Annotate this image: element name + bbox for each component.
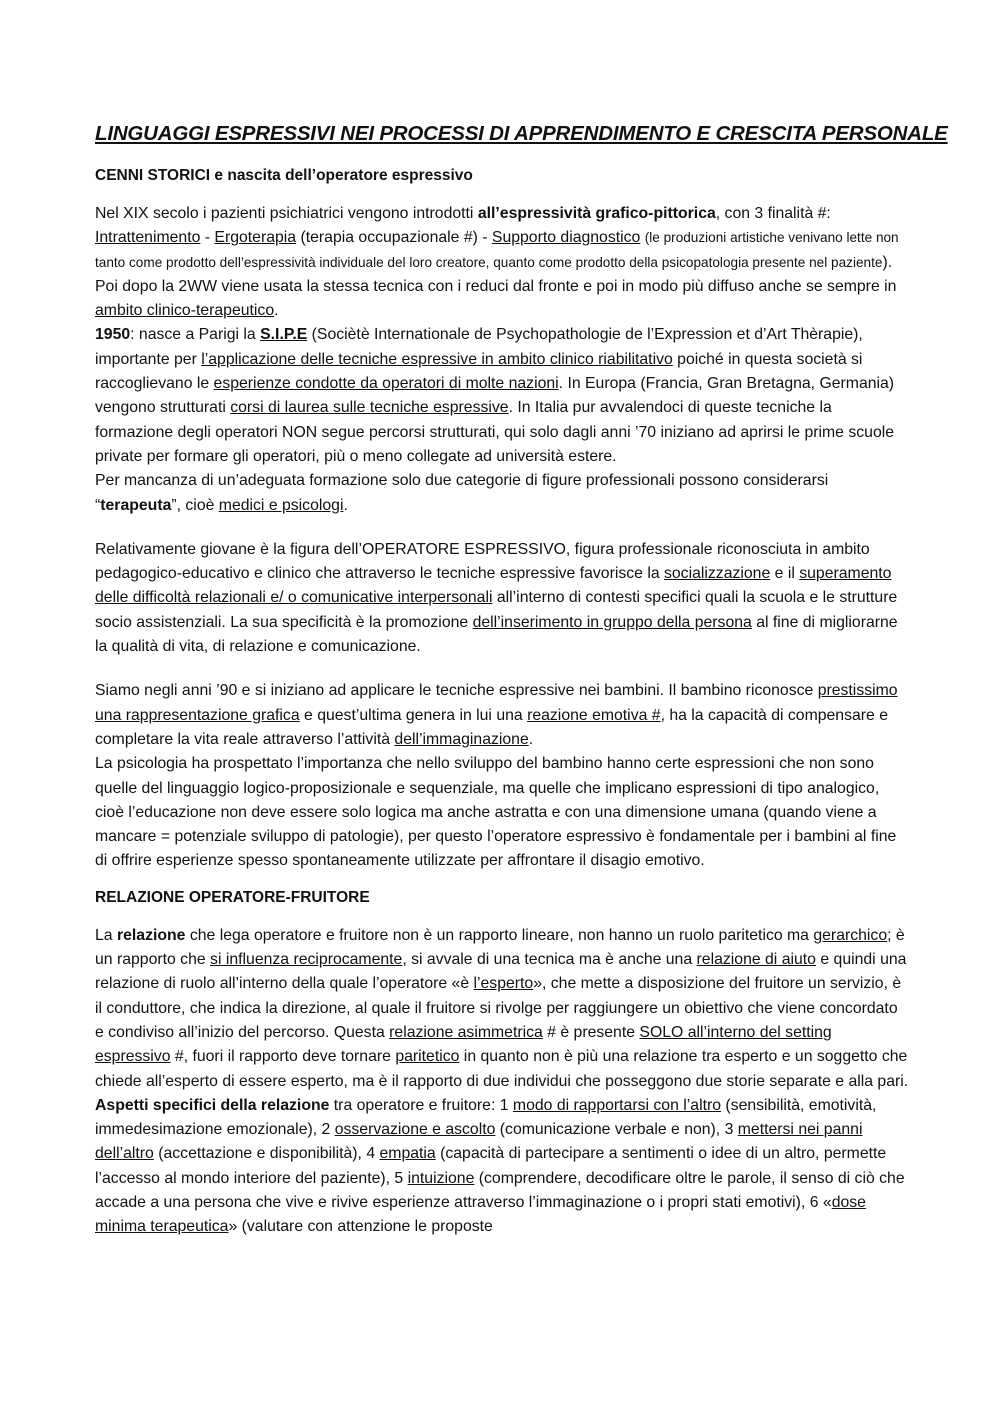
text-run: . (528, 730, 534, 748)
text-run: Nel XIX secolo i pazienti psichiatrici vengono introdotti (95, 205, 478, 222)
bold-text: relazione (116, 926, 186, 944)
paragraph-operatore-espressivo (95, 538, 910, 659)
section-heading-relazione: RELAZIONE OPERATORE-FRUITORE (95, 888, 370, 906)
underlined-text: dell’inserimento in gruppo della persona (472, 613, 752, 631)
text-run: . In Europa (Francia, Gran Bretagna, Germania) vengono strutturati (95, 375, 895, 417)
underlined-text: gerarchico (813, 926, 888, 944)
underlined-text: dell’immaginazione (394, 730, 529, 748)
text-run: : nasce a Parigi la (130, 326, 261, 344)
underlined-text: relazione asimmetrica (389, 1023, 543, 1041)
paragraph-anni-90 (95, 679, 910, 752)
underlined-text: modo di rapportarsi con l’altro (512, 1096, 722, 1114)
paragraph-spacer (95, 518, 910, 538)
small-note-text: (le produzioni artistiche venivano lette non tanto come prodotto dell’espressività individuale del loro creatore, quanto come prodotto della psicopatologia presente nel paziente (95, 230, 899, 270)
text-run: poiché in questa società si raccoglievano le (95, 350, 863, 393)
text-run: ; è un rapporto che (95, 926, 905, 969)
underlined-text: esperienze condotte da operatori di molte nazioni (213, 375, 559, 393)
underlined-text: mettersi nei panni dell’altro (95, 1121, 863, 1163)
underlined-text: paritetico (395, 1048, 460, 1066)
underlined-text: dose minima terapeutica (95, 1193, 866, 1236)
underlined-text: l’applicazione delle tecniche espressive in ambito clinico riabilitativo (201, 350, 673, 368)
paragraph-1950-sipe (95, 323, 910, 469)
document-title: LINGUAGGI ESPRESSIVI NEI PROCESSI DI APPRENDIMENTO E CRESCITA PERSONALE (95, 122, 948, 145)
underlined-text: empatia (379, 1145, 436, 1163)
underlined-text: prestissimo una rappresentazione grafica (95, 682, 898, 724)
bold-text: Aspetti specifici della relazione (95, 1096, 330, 1114)
paragraph-xix-secolo (95, 202, 910, 323)
bold-text: all’espressività grafico-pittorica (477, 205, 716, 222)
paragraph-spacer (95, 874, 910, 886)
section-heading-cenni-storici: CENNI STORICI e nascita dell’operatore espressivo (95, 167, 473, 184)
paragraph-psicologia: La psicologia ha prospettato l’importanza che nello sviluppo del bambino hanno certe espressioni che non sono quelle del linguaggio logico-proposizionale e sequenziale, ma quelle che implicano espressioni di tipo analogico, cioè l’educazione non deve essere solo logica ma anche astratta e con una dimensione umana (quando viene a mancare = potenziale sviluppo di patologie), per questo l’operatore espressivo è fondamentale per i bambini al fine di offrire esperienze spesso spontaneamente utilizzate per affrontare il disagio emotivo. (95, 755, 897, 870)
text-run: , ha la capacità di compensare e completare la vita reale attraverso l’attività (95, 706, 888, 748)
text-run: . (274, 302, 279, 320)
text-run: (comunicazione verbale e non), 3 (495, 1121, 738, 1139)
text-run: , con 3 finalità #: (715, 205, 831, 222)
paragraph-aspetti-specifici (95, 1094, 910, 1240)
underlined-text: Ergoterapia (214, 229, 297, 247)
text-run: all’interno di contesti specifici quali la scuola e le strutture socio assistenziali. La sua specificità è la promozione (95, 589, 898, 631)
text-run: Siamo negli anni ’90 e si iniziano ad applicare le tecniche espressive nei bambini. Il bambino riconosce (95, 682, 818, 700)
text-run: » (valutare con attenzione le proposte (228, 1218, 493, 1236)
underlined-text: relazione di aiuto (696, 951, 816, 969)
text-run: Relativamente giovane è la figura dell’OPERATORE ESPRESSIVO, figura professionale riconosciuta in ambito pedagogico-educativo e clinico che attraverso le tecniche espressive favorisce la (95, 540, 870, 583)
text-run: ). Poi dopo la 2WW viene usata la stessa tecnica con i reduci dal fronte e poi in modo più diffuso anche se sempre in (95, 253, 897, 295)
text-run: (comprendere, decodificare oltre le parole, il senso di ciò che accade a una persona che vive e rivive esperienze attraverso l’immaginazione o i propri stati emotivi), 6 « (95, 1169, 905, 1211)
underlined-text: ambito clinico-terapeutico (95, 302, 275, 320)
bold-text: terapeuta (100, 496, 172, 514)
underlined-text: socializzazione (664, 565, 771, 583)
underlined-text: Supporto diagnostico (491, 229, 641, 247)
text-run: e quest’ultima genera in lui una (299, 706, 528, 724)
text-run: # è presente (542, 1023, 640, 1041)
text-run: . (343, 496, 348, 514)
paragraph-relazione (95, 924, 910, 1094)
underlined-text: corsi di laurea sulle tecniche espressive (230, 399, 509, 417)
underlined-text: Intrattenimento (95, 229, 201, 247)
text-run: in quanto non è più una relazione tra esperto e un soggetto che chiede all’esperto di essere esperto, ma è il rapporto di due individui che posseggono due storie separate e alla pari. (95, 1048, 909, 1090)
underlined-text: intuizione (407, 1169, 475, 1187)
paragraph-spacer (95, 659, 910, 679)
underlined-text: medici e psicologi (218, 496, 344, 514)
text-run: e il (770, 565, 800, 583)
text-run: al fine di migliorarne la qualità di vita, di relazione e comunicazione. (95, 613, 898, 656)
text-run: Per mancanza di un’adeguata formazione solo due categorie di figure professionali possono considerarsi “ (95, 472, 829, 514)
text-run: , si avvale di una tecnica ma è anche una (402, 951, 697, 969)
text-run: (capacità di partecipare a sentimenti o idee di un altro, permette l’accesso al mondo interiore del paziente), 5 (95, 1145, 887, 1187)
text-run: #, fuori il rapporto deve tornare (170, 1048, 396, 1066)
text-run: e quindi una relazione di ruolo all’interno della quale l’operatore «è (95, 951, 907, 993)
underlined-text: l’esperto (473, 975, 534, 993)
text-run: La (95, 926, 117, 944)
document-page (95, 120, 948, 1240)
underlined-text: osservazione e ascolto (334, 1121, 496, 1139)
text-run: (accettazione e disponibilità), 4 (153, 1145, 380, 1163)
underlined-text: reazione emotiva # (527, 706, 661, 724)
underlined-text: SOLO all’interno del setting espressivo (95, 1023, 832, 1066)
underlined-text: si influenza reciprocamente (210, 951, 403, 969)
text-run: tra operatore e fruitore: 1 (329, 1096, 513, 1114)
text-run: - (200, 229, 215, 247)
text-run: . In Italia pur avvalendoci di queste tecniche la formazione degli operatori NON segue percorsi strutturati, qui solo dagli anni ’70 iniziano ad aprirsi le prime scuole private per formare gli operatori, più o meno collegate ad università estere. (95, 399, 895, 465)
paragraph-terapeuta (95, 469, 910, 518)
text-run: ”, cioè (171, 496, 219, 514)
text-run: (sensibilità, emotività, immedesimazione emozionale), 2 (95, 1096, 877, 1139)
bold-text: 1950 (95, 326, 131, 344)
text-run: (Sociètè Internationale de Psychopathologie de l’Expression et d’Art Thèrapie), importante per (95, 326, 863, 368)
text-run: », che mette a disposizione del fruitore un servizio, è il conduttore, che indica la direzione, al quale il fruitore si rivolge per raggiungere un obiettivo che viene concordato e condiviso all’inizio del percorso. Questa (95, 975, 902, 1041)
text-run: (terapia occupazionale #) - (296, 229, 492, 247)
underlined-text: superamento delle difficoltà relazionali e/ o comunicative interpersonali (95, 565, 892, 607)
text-run: che lega operatore e fruitore non è un rapporto lineare, non hanno un ruolo paritetico ma (185, 926, 814, 944)
bold-underlined-text: S.I.P.E (260, 326, 308, 344)
